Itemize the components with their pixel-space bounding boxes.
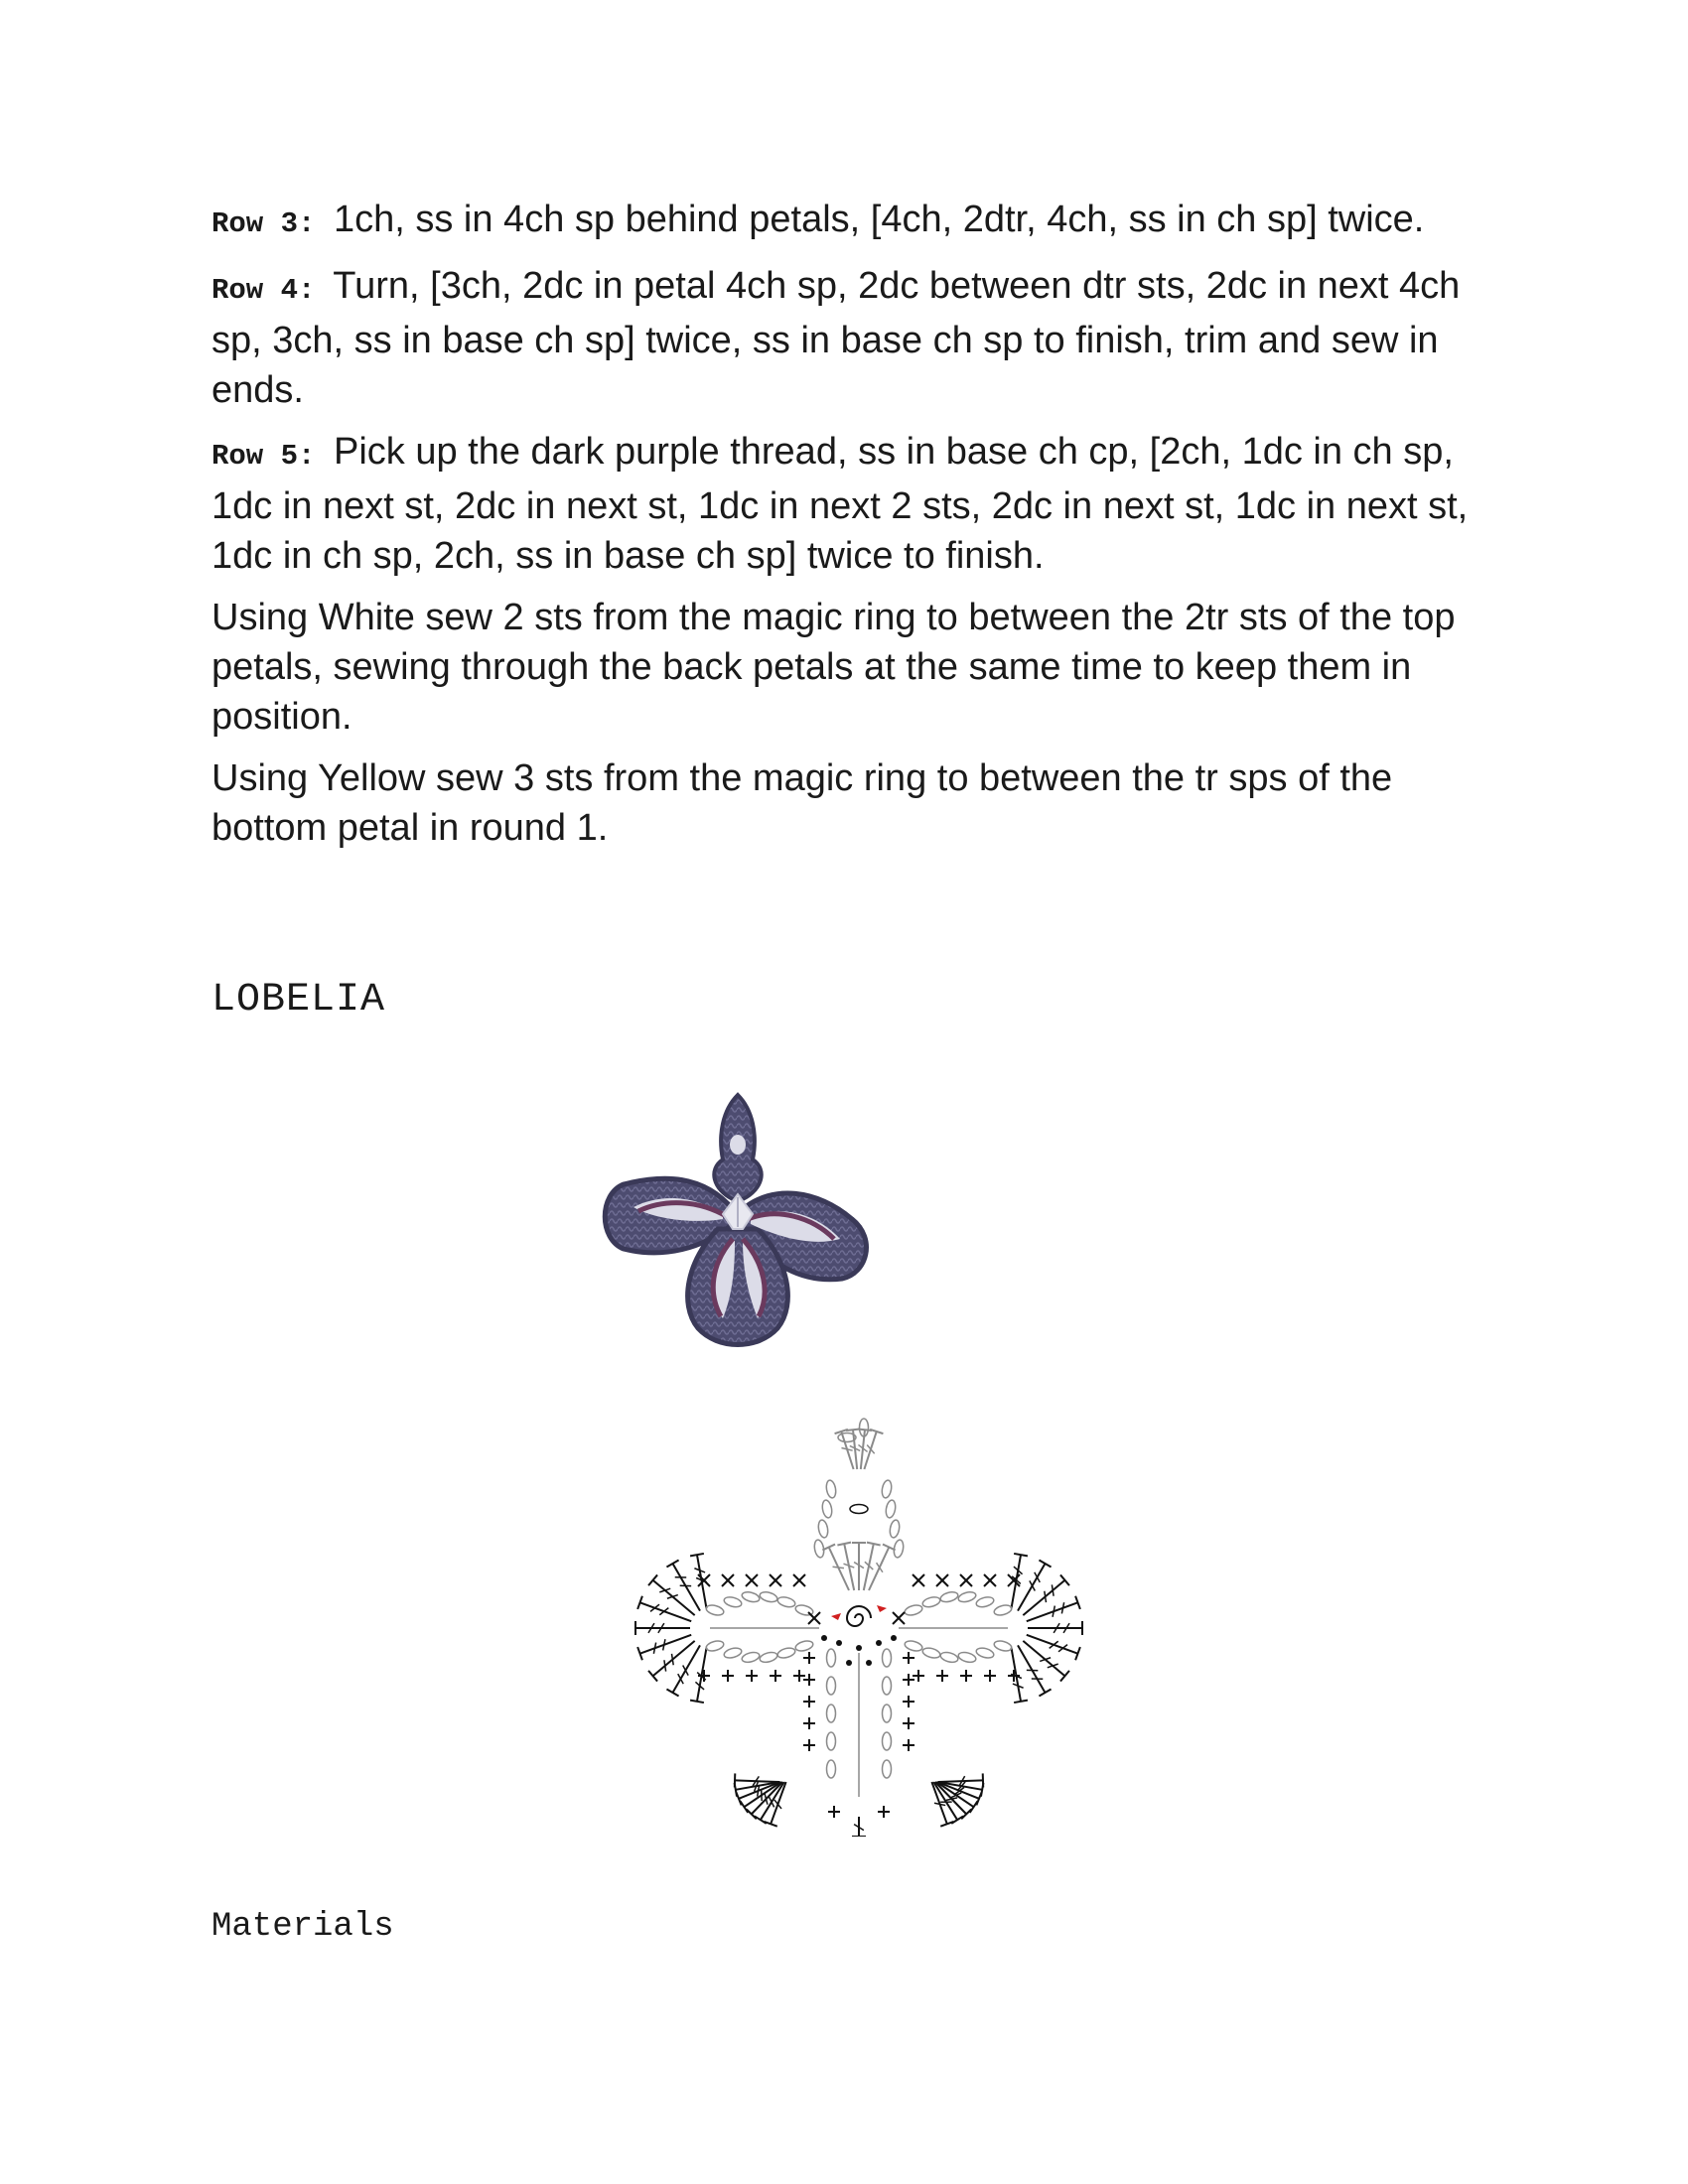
row-3-text: 1ch, ss in 4ch sp behind petals, [4ch, 2dtr, 4ch, ss in ch sp] twice. <box>333 199 1425 240</box>
right-petal-stitch-top <box>1014 1554 1028 1556</box>
right-petal-stitch-top <box>1039 1689 1051 1696</box>
bottom-petal-chain <box>883 1677 892 1695</box>
bottom-petal-chain <box>883 1649 892 1667</box>
left-petal-chain <box>776 1595 796 1608</box>
left-petal-chain <box>776 1646 796 1659</box>
bottom-left-stitch-top <box>755 1816 767 1823</box>
right-petal-chain <box>904 1639 923 1652</box>
left-petal-stitch <box>673 1645 701 1693</box>
right-petal-chain <box>975 1595 995 1608</box>
row-4-instruction <box>211 261 1482 415</box>
lobelia-photo <box>594 1090 882 1350</box>
left-petal-chain <box>705 1603 725 1616</box>
top-petal-stitch-top <box>837 1543 851 1546</box>
crochet-flower-image <box>605 1095 866 1345</box>
left-petal-chain <box>794 1639 814 1652</box>
left-petal-chain <box>723 1595 743 1608</box>
left-petal-chain <box>741 1651 761 1664</box>
center-slip-stitch-dot <box>856 1645 862 1651</box>
instructions-block <box>211 195 1482 865</box>
materials-heading: Materials <box>211 1908 394 1946</box>
right-petal-stitch-top <box>1039 1561 1051 1568</box>
top-petal-chain <box>825 1479 837 1498</box>
bottom-left-stitch-bar <box>762 1790 763 1801</box>
right-petal-chain <box>904 1603 923 1616</box>
right-petal-chain <box>957 1590 977 1603</box>
right-petal-stitch <box>1018 1564 1046 1611</box>
right-petal-chain <box>957 1651 977 1664</box>
row-3-label: Row 3: <box>211 207 316 240</box>
top-petal-chain <box>881 1479 893 1498</box>
right-petal-stitch-bar <box>1052 1584 1054 1595</box>
top-petal-chain <box>813 1539 825 1558</box>
row-4-text: Turn, [3ch, 2dc in petal 4ch sp, 2dc between dtr sts, 2dc in next 4ch sp, 3ch, ss in base ch sp] twice, ss in base ch sp to finish, trim and sew in ends. <box>211 265 1461 411</box>
bottom-petal-chain <box>827 1677 836 1695</box>
bottom-left-stitch-bar <box>758 1785 760 1796</box>
row-5-label: Row 5: <box>211 440 316 473</box>
bottom-left-stitch <box>735 1780 779 1782</box>
left-petal-stitch <box>673 1564 701 1611</box>
bottom-right-stitch <box>938 1780 983 1782</box>
left-petal-stitch-top <box>666 1561 678 1568</box>
center-slip-stitch-dot <box>846 1660 852 1666</box>
top-petal-chain <box>885 1499 897 1518</box>
right-marker-red <box>877 1605 887 1612</box>
center-chain <box>850 1505 868 1514</box>
right-petal-chain <box>921 1646 941 1659</box>
white-sewing-note: Using White sew 2 sts from the magic ring to between the 2tr sts of the top petals, sewing through the back petals at the same time to keep them in position. <box>211 597 1456 738</box>
row-4-label: Row 4: <box>211 274 316 307</box>
left-petal-stitch-top <box>666 1689 678 1696</box>
center-slip-stitch-dot <box>866 1660 872 1666</box>
center-slip-stitch-dot <box>891 1635 897 1641</box>
top-petal-chain <box>889 1519 901 1538</box>
magic-ring-symbol <box>847 1606 871 1626</box>
right-petal-chain <box>939 1651 959 1664</box>
yellow-sewing-note: Using Yellow sew 3 sts from the magic ring to between the tr sps of the bottom petal in round 1. <box>211 757 1393 849</box>
right-petal-stitch-bar <box>1050 1641 1058 1648</box>
left-petal-chain <box>741 1590 761 1603</box>
top-petal-stitch-top <box>867 1543 881 1546</box>
left-petal-stitch-bar <box>664 1660 666 1671</box>
right-petal-stitch <box>1018 1645 1046 1693</box>
right-petal-stitch-top <box>1014 1701 1028 1703</box>
bottom-petal-chain <box>827 1705 836 1722</box>
left-marker-red <box>831 1613 841 1620</box>
bottom-petal-chain <box>883 1760 892 1778</box>
right-petal-stitch-bar <box>1058 1645 1067 1652</box>
left-petal-stitch <box>697 1648 707 1702</box>
chart-symbols <box>635 1419 1082 1837</box>
section-title: LOBELIA <box>211 978 386 1023</box>
center-slip-stitch-dot <box>836 1640 842 1646</box>
top-petal-stitch-bar <box>833 1567 844 1568</box>
right-petal-chain <box>939 1590 959 1603</box>
top-petal-chain <box>893 1539 905 1558</box>
right-petal-chain <box>921 1595 941 1608</box>
left-petal-stitch-bar <box>650 1604 659 1611</box>
left-petal-stitch-bar <box>671 1654 673 1665</box>
left-petal-chain <box>759 1651 778 1664</box>
top-petal-chain <box>821 1499 833 1518</box>
left-petal-stitch-top <box>690 1554 704 1556</box>
left-petal-stitch-bar <box>659 1608 668 1615</box>
row-5-instruction <box>211 427 1482 581</box>
bottom-petal-chain <box>827 1649 836 1667</box>
right-petal-chain <box>993 1639 1013 1652</box>
bottom-petal-chain <box>883 1705 892 1722</box>
left-petal-chain <box>723 1646 743 1659</box>
right-petal-stitch-bar <box>1045 1591 1047 1602</box>
right-petal-chain <box>993 1603 1013 1616</box>
bottom-left-stitch-bar <box>774 1800 781 1809</box>
top-petal-chain <box>817 1519 829 1538</box>
center-slip-stitch-dot <box>876 1640 882 1646</box>
bottom-petal-chain <box>827 1732 836 1750</box>
bottom-petal-chain <box>827 1760 836 1778</box>
bottom-petal-chain <box>883 1732 892 1750</box>
left-petal-stitch-top <box>690 1701 704 1703</box>
center-slip-stitch-dot <box>821 1635 827 1641</box>
left-petal-chain <box>705 1639 725 1652</box>
top-petal-tip-stitch-top <box>846 1429 860 1430</box>
row-5-text: Pick up the dark purple thread, ss in base ch cp, [2ch, 1dc in ch sp, 1dc in next st, 2dc in next st, 1dc in next 2 sts, 2dc in next st, 1dc in next st, 1dc in ch sp, 2ch, ss in base ch sp] twice to finish. <box>211 431 1469 577</box>
left-petal-chain <box>759 1590 778 1603</box>
row-3-instruction <box>211 195 1482 249</box>
crochet-chart-diagram <box>606 1370 1112 1837</box>
bottom-right-stitch-top <box>951 1816 963 1823</box>
right-petal-chain <box>975 1646 995 1659</box>
